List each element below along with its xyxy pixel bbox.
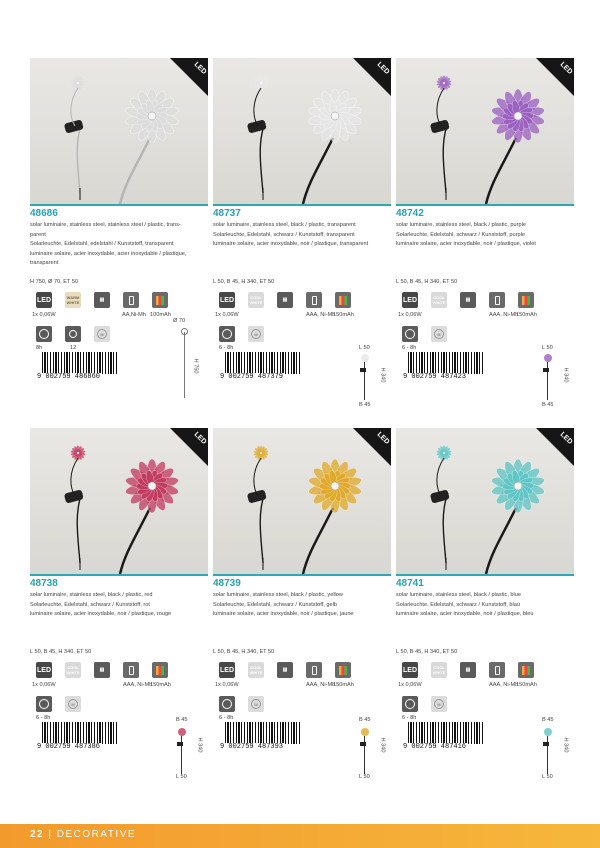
led-icon: LED — [402, 662, 418, 678]
dimension-top: L 50 — [542, 345, 553, 351]
product-photo — [30, 428, 208, 574]
led-badge — [536, 428, 574, 466]
barcode — [219, 352, 303, 382]
dimension-top: B 45 — [359, 717, 371, 723]
power-label: 1x 0,06W — [398, 312, 422, 318]
barcode-bars — [42, 352, 118, 374]
cool-white-icon: COOL WHITE — [431, 292, 447, 308]
dimension-bottom: L 50 — [176, 774, 187, 780]
charge-meter-icon — [152, 662, 168, 678]
dimension-drawing — [542, 728, 554, 774]
power-label: 1x 0,06W — [215, 682, 239, 688]
led-icon: LED — [219, 292, 235, 308]
barcode-number: 9 002759 487393 — [220, 743, 284, 751]
desc-en: solar luminaire, stainless steel, black / plastic, blue — [396, 592, 521, 598]
desc-de: Solarleuchte, Edelstahl, schwarz / Kunststoff, blau — [396, 601, 520, 608]
barcode-bars — [225, 722, 301, 744]
desc-fr: luminaire solaire, acier inoxydable, noir / plastique, transparent — [213, 241, 369, 247]
dimension-drawing — [542, 354, 554, 400]
led-badge-label: LED — [558, 61, 574, 76]
capacity-label: 150mAh — [333, 682, 354, 688]
duration-label: 6 - 8h — [219, 715, 234, 721]
battery-icon — [306, 662, 322, 678]
secondary-icons — [213, 326, 391, 346]
rating-icon: ▤ — [277, 292, 293, 308]
barcode-bars — [225, 352, 301, 374]
secondary-icons — [213, 696, 391, 716]
product-card — [30, 428, 208, 818]
rating-icon: ▤ — [94, 292, 110, 308]
led-badge-label: LED — [375, 61, 391, 76]
footer-label: 22 | DECORATIVE — [30, 829, 137, 840]
desc-en: solar luminaire, stainless steel, black / plastic, red — [30, 592, 153, 598]
spec-icons — [213, 662, 391, 682]
product-card — [213, 428, 391, 818]
product-code: 48686 — [30, 208, 58, 219]
power-label: 1x 0,06W — [215, 312, 239, 318]
spec-icons — [30, 662, 208, 682]
barcode-bars — [42, 722, 118, 744]
dimension-drawing — [180, 326, 190, 404]
led-icon: LED — [36, 292, 52, 308]
barcode — [36, 352, 120, 382]
capacity-label: 150mAh — [516, 312, 537, 318]
desc-fr: luminaire solaire, acier inoxydable, noir / plastique, rouge — [30, 611, 172, 617]
cool-white-icon: COOL WHITE — [65, 662, 81, 678]
page-footer — [0, 824, 600, 848]
product-code: 48739 — [213, 578, 241, 589]
barcode — [219, 722, 303, 752]
led-badge-label: LED — [192, 431, 208, 446]
cool-white-icon: COOL WHITE — [431, 662, 447, 678]
product-code: 48737 — [213, 208, 241, 219]
battery-icon — [489, 662, 505, 678]
charge-meter-icon — [335, 292, 351, 308]
dimension-top: B 45 — [542, 717, 554, 723]
capacity-label: 100mAh — [150, 312, 171, 318]
dimension-drawing — [176, 728, 188, 774]
product-photo — [213, 58, 391, 204]
rating-icon: ▤ — [460, 662, 476, 678]
dimension-height: H 340 — [379, 367, 386, 383]
barcode-bars — [408, 352, 484, 374]
led-icon: LED — [219, 662, 235, 678]
duration-label: 6 - 8h — [402, 715, 417, 721]
product-photo — [30, 58, 208, 204]
secondary-icons — [396, 696, 574, 716]
duration-label: 6 - 8h — [36, 715, 51, 721]
product-photo — [213, 428, 391, 574]
cool-white-icon: COOL WHITE — [248, 662, 264, 678]
product-card — [396, 428, 574, 818]
charge-meter-icon — [518, 662, 534, 678]
spec-icons — [396, 292, 574, 312]
desc-de: Solarleuchte, Edelstahl, schwarz / Kunststoff, purple — [396, 231, 525, 238]
dimension-top: B 45 — [176, 717, 188, 723]
battery-icon — [306, 292, 322, 308]
power-label: 1x 0,06W — [398, 682, 422, 688]
dimension-drawing — [359, 728, 371, 774]
charge-meter-icon — [518, 292, 534, 308]
desc-de: Solarleuchte, Edelstahl, schwarz / Kunststoff, rot — [30, 601, 150, 608]
dimension-top: L 50 — [359, 345, 370, 351]
dimension-drawing — [359, 354, 371, 400]
cool-white-icon: COOL WHITE — [248, 292, 264, 308]
desc-de: Solarleuchte, Edelstahl, schwarz / Kunststoff, gelb — [213, 601, 337, 608]
product-code: 48741 — [396, 578, 424, 589]
count-icon — [65, 326, 81, 342]
protection-class-icon: III — [431, 326, 447, 342]
battery-label: AA,Ni-Mh — [122, 312, 146, 318]
product-description — [396, 221, 574, 250]
barcode-number: 9 002759 486860 — [37, 373, 101, 381]
rating-icon: ▤ — [460, 292, 476, 308]
product-card — [213, 58, 391, 448]
clock-icon — [402, 696, 418, 712]
product-photo — [396, 428, 574, 574]
desc-fr-cont: transparent — [30, 260, 59, 266]
dimension-height: H 340 — [562, 737, 569, 753]
spec-icons — [396, 662, 574, 682]
dimension-height: H 750 — [192, 358, 199, 374]
barcode-number: 9 002759 487379 — [220, 373, 284, 381]
product-description — [213, 591, 391, 620]
spec-icons — [30, 292, 208, 312]
capacity-label: 150mAh — [333, 312, 354, 318]
desc-en: solar luminaire, stainless steel, stainless steel / plastic, trans- — [30, 222, 181, 228]
led-badge — [536, 58, 574, 96]
led-badge — [353, 58, 391, 96]
desc-en: solar luminaire, stainless steel, black / plastic, yellow — [213, 592, 343, 598]
clock-icon — [219, 696, 235, 712]
barcode — [36, 722, 120, 752]
dimension-height: H 340 — [196, 737, 203, 753]
battery-label: AAA, Ni-Mh — [306, 312, 336, 318]
led-badge-label: LED — [558, 431, 574, 446]
product-description — [30, 221, 208, 269]
accent-rule — [396, 204, 574, 206]
accent-rule — [213, 204, 391, 206]
battery-label: AAA, Ni-Mh — [489, 682, 519, 688]
desc-fr: luminaire solaire, acier inoxydable, acier inoxydable / plastique, — [30, 250, 187, 257]
clock-icon — [36, 326, 52, 342]
barcode-number: 9 002759 487416 — [403, 743, 467, 751]
desc-de: Solarleuchte, Edelstahl, schwarz / Kunststoff, transparent — [213, 231, 355, 238]
desc-en: solar luminaire, stainless steel, black / plastic, transparent — [213, 222, 356, 228]
battery-label: AAA, Ni-Mh — [123, 682, 153, 688]
led-badge — [353, 428, 391, 466]
battery-icon — [123, 662, 139, 678]
power-label: 1x 0,06W — [32, 312, 56, 318]
clock-icon — [219, 326, 235, 342]
accent-rule — [30, 204, 208, 206]
product-card — [30, 58, 208, 448]
accent-rule — [30, 574, 208, 576]
battery-icon — [489, 292, 505, 308]
accent-rule — [213, 574, 391, 576]
led-icon: LED — [36, 662, 52, 678]
desc-fr: luminaire solaire, acier inoxydable, noir / plastique, violet — [396, 241, 536, 247]
barcode — [402, 352, 486, 382]
led-badge-label: LED — [375, 431, 391, 446]
duration-label: 8h — [36, 345, 43, 351]
rating-icon: ▤ — [94, 662, 110, 678]
product-dimensions: L 50, B 45, H 340, ET 50 — [213, 649, 275, 655]
product-dimensions: L 50, B 45, H 340, ET 50 — [30, 649, 92, 655]
capacity-label: 150mAh — [516, 682, 537, 688]
clock-icon — [402, 326, 418, 342]
barcode — [402, 722, 486, 752]
desc-fr: luminaire solaire, acier inoxydable, noir / plastique, bleu — [396, 611, 534, 617]
product-dimensions: L 50, B 45, H 340, ET 50 — [213, 279, 275, 285]
protection-class-icon: III — [94, 326, 110, 342]
dimension-height: H 340 — [562, 367, 569, 383]
dimension-bottom: B 45 — [542, 402, 554, 408]
secondary-icons — [396, 326, 574, 346]
barcode-number: 9 002759 487423 — [403, 373, 467, 381]
secondary-icons — [30, 696, 208, 716]
barcode-bars — [408, 722, 484, 744]
product-dimensions: H 750, Ø 70, ET 50 — [30, 279, 79, 285]
led-badge — [170, 58, 208, 96]
desc-en-cont: parent — [30, 231, 46, 238]
protection-class-icon: III — [248, 696, 264, 712]
led-badge-label: LED — [192, 61, 208, 76]
battery-label: AAA, Ni-Mh — [306, 682, 336, 688]
capacity-label: 150mAh — [150, 682, 171, 688]
duration-label: 6 - 8h — [402, 345, 417, 351]
product-description — [30, 591, 208, 620]
protection-class-icon: III — [431, 696, 447, 712]
desc-en: solar luminaire, stainless steel, black / plastic, purple — [396, 222, 526, 228]
product-photo — [396, 58, 574, 204]
clock-icon — [36, 696, 52, 712]
charge-meter-icon — [335, 662, 351, 678]
product-code: 48742 — [396, 208, 424, 219]
dimension-bottom: L 50 — [359, 774, 370, 780]
power-label: 1x 0,06W — [32, 682, 56, 688]
spec-icons — [213, 292, 391, 312]
accent-rule — [396, 574, 574, 576]
led-icon: LED — [402, 292, 418, 308]
battery-label: AAA, Ni-Mh — [489, 312, 519, 318]
protection-class-icon: III — [248, 326, 264, 342]
dimension-bottom: B 45 — [359, 402, 371, 408]
product-code: 48738 — [30, 578, 58, 589]
product-description — [396, 591, 574, 620]
protection-class-icon: III — [65, 696, 81, 712]
product-card — [396, 58, 574, 448]
duration-label: 6 - 8h — [219, 345, 234, 351]
product-dimensions: L 50, B 45, H 340, ET 50 — [396, 279, 458, 285]
dimension-height: H 340 — [379, 737, 386, 753]
desc-fr: luminaire solaire, acier inoxydable, noir / plastique, jaune — [213, 611, 354, 617]
barcode-number: 9 002759 487386 — [37, 743, 101, 751]
desc-de: Solarleuchte, Edelstahl, edelstahl / Kunststoff, transparent — [30, 241, 174, 247]
rating-icon: ▤ — [277, 662, 293, 678]
dimension-diameter: Ø 70 — [173, 318, 186, 324]
led-badge — [170, 428, 208, 466]
warm-white-icon: WARM WHITE — [65, 292, 81, 308]
product-dimensions: L 50, B 45, H 340, ET 50 — [396, 649, 458, 655]
battery-icon — [123, 292, 139, 308]
dimension-bottom: L 50 — [542, 774, 553, 780]
charge-meter-icon — [152, 292, 168, 308]
count-label: 12 — [70, 345, 77, 351]
product-description — [213, 221, 391, 250]
